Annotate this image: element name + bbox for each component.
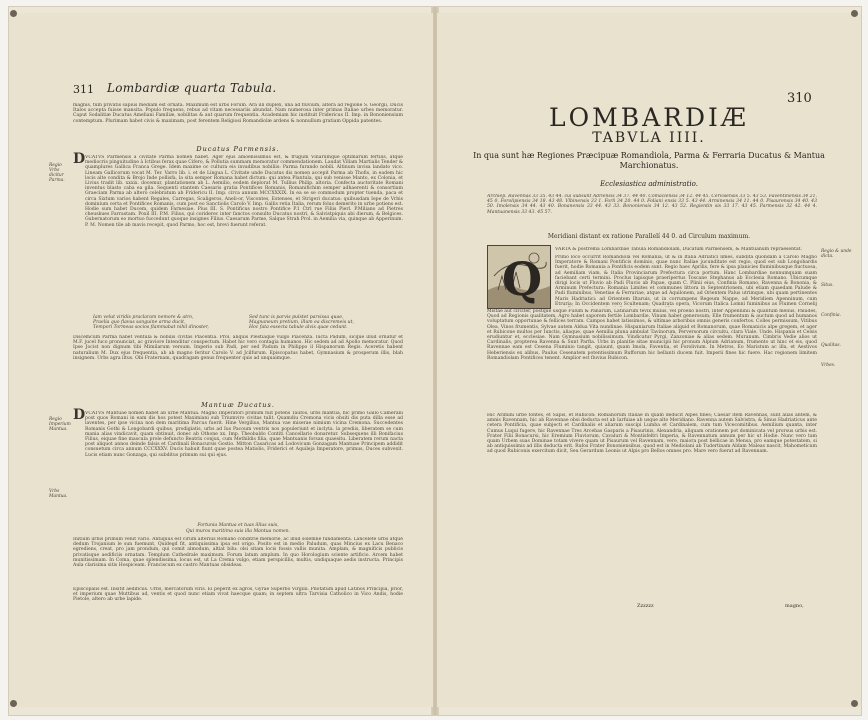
right-margin-note-a: Regio & unde dicta. — [821, 249, 852, 259]
mantua-closing-text-2: Episcopalis est. Insitit aedificiis. Urbs, mercatorum viris. Ei peperit ex agros, Gyrae Superbo Virgilii. Pnotatum apud Latinos Principia, prior, et imperium quae Muttibus ad, ventis et quod nunc etiam vivat haecque quam; in septem ultra Tarvisia Catholico in Vico Andis, hodie Pietole, altero ab urbe lapide. — [73, 587, 403, 603]
corner-pin — [10, 10, 17, 17]
mantua-drop-initial: D — [73, 407, 86, 423]
regions-description: In qua sunt hæ Regiones Præcipuæ Romandiola, Parma & Ferraria Ducatus & Mantua Marchionatus. — [473, 151, 825, 170]
verse-line: Tempori Tormeas socios flammabat nihil dinoster, — [93, 325, 209, 331]
left-margin-note-b: Regio Imperium Mantua. — [49, 417, 71, 432]
right-margin-note-d: Qualitas. — [821, 343, 841, 348]
mantua-text: VCATVS Mantuae nomen habet ab urbe Mantua. Magno Imperatori primum fuit potens Taufos, urbs mantua, hic primo Gallo Camerani post quos Romani in eam dis hos potest Maximiani sub Triumviro civitas tulit. Quamdiu Cremona vicis obsiti dis puta dilla esse ad laventes, per ipse vicina non dem maritima Parcus fuerit. Hine Vergilius, Mantua vae miserae nimium vicina Cremona. Succedentes Romanis Gothi & Longobardi quibus, prodigiatis, urbs ad Ius Pacoum ventris nos populeriunt et inclyta. la prediis, liberatem se cum mania alias vindicavit, quam obtinuit, donec ab Othone xx. Imp. Theobaldo Contiti Cancellario donaretur. Subsequens illi Bonifacius Filius, eiquae fine mascula prole defuncto Beatrix conjux, cum Methildis filia, quae Mantuanis forsan quaesitu. Liberatem rerum nacta post aliquot annos deinde falsis et Cardinali Bonacursis Gostio. Mitton Casaricas ad Lodovicum Gonzagam Mantuae Principem addidit consuetum circa annum CCCXXXV. Ducis habuit fiunt quae postea Matiolis, Friderici et Aquileja Imperatore, primus, Duces subvexit. Lucis etiam nunc Gonzaga, qui subditus primum sui qui ejus. — [85, 411, 403, 458]
right-page — [437, 13, 861, 707]
lombardiae-title: LOMBARDIÆ — [549, 103, 749, 132]
historiated-initial — [487, 245, 551, 309]
placentia-text: Discemcum Parma habet ventula & nobilis civitas Placentia. Prol. aliquis Plestiaque vulgo Piacenza. Iucta Padum, sicque illud ornatur et M.F. jucel fuco pronunciat, ac graviore Intenditur conspectum. Habet hic vero contagia humanos. Hic sedem ad ad Apollo memoratur. Quod Ipse Jocist non dignum tibi Mimilarum versum. Imperio sub Padi, per sed Padum in Philippo il Hispanorum Regis. Aceretis habent naturalium M. Dux ejus frequentia, ab ab magno feritur Carolo V. ad Jcilfurum. Episcopatus habet, Gymnasium & prosperum illis, blah insignem. Urbs agra iltus. Obi Fraternam, quadragam genus frequenter quis ad unquaimque. — [73, 335, 403, 361]
verse-line: Iam velut viridis praclaram nemore & atro, — [93, 315, 194, 320]
catchword: magno, — [785, 603, 804, 609]
meridiani-line: Meridiani distant ex ratione Parallelí 44 0. ad Circulum maximum. — [547, 233, 751, 240]
initial-letter-q: Q — [502, 252, 543, 306]
right-margin-note-e: Vrbes. — [821, 363, 836, 368]
verse-line: Sed tunc is parvis pulstet parvissa quae, — [249, 315, 344, 320]
left-verse-column-2 — [249, 315, 399, 331]
ducatus-parmensis-heading: Ducatus Parmensis. — [196, 145, 280, 153]
bottom-verse-a: Fortunia Mantua et tuas illius suis, — [197, 523, 279, 528]
left-verse-column-1 — [93, 315, 243, 331]
mantua-closing-text: Initium urbis primum venit vario. Antiquus est cirum alterius Romano conditrie memorie, ac illud solemne fundamenta. Lancelete urbs atque dedum Trojanium le sun fuemunt, Quidegd fit, antiquissima ipsa est origo. Posito est in medio Paludum, quas Mincius ex Lacu Benaco egrediens, creat, pro jam prondum, qui comit almodum, altiat bilu: olsi sitam locis fossis vallis munita. Amplam, & magnificis publicis privatisque aedificiis ornatam. Templum Cathedrale maximum. Forum latum amplum. In quo Horologium sciente artificio. Arcem habet munitissimam. In Coma, quae splendissima, locus est, ut La Crema vulgo, etiam perspicillis, multis, undiquaque aedis instructa. Principis Aula clarisima sitis Hospiceam. Franciscum ex castro Mantuas obsideas. — [73, 537, 403, 569]
left-margin-note-a: Regio Vrbs dicitur Parma. — [49, 163, 65, 183]
corner-pin — [851, 700, 858, 707]
left-page — [9, 13, 433, 707]
corner-pin — [10, 700, 17, 707]
bottom-verse-b: Qui muros maritima suis illa Mantua nomen. — [185, 529, 291, 534]
tabula-subtitle: TABVLA IIII. — [592, 130, 706, 146]
right-page-number: 310 — [787, 91, 812, 106]
ecclesiastica-heading: Ecclesiastica administratio. — [600, 180, 698, 188]
verse-line: Praelia quo flavus sanguine arma ducit, — [93, 320, 186, 326]
left-margin-note-c: Vrbs Mantua. — [49, 489, 68, 499]
right-main-text-2: Mistae aut circiter, postque usque Fulum & Panarum, Latinarum tevix muliis, vel proelio nostri, inter Appenninii & quantum melius, Paludes, Quod ad Regionis qualitatem, Agro habet saporem fertile Lombardie. Vinum habet generosum; Elle frumentum & auctum quod ad humanos voluptatum opportunae & fellices terram. Campos habet latissimos, & ultimae arboribus omnis generis confertos. Colles permissum, Vitibus Olea, Vinos frumentis, Sylvae autem Aldua Vita nundinae. Hispaniarum Italiae aliquid et Romanorum, quae Romanicis alpe gregem, et ager et Rubicone multos per Iunctis, aliaque, quae Aemilia pluna ambulat Tavinorum, Perversorum circuitu, clara Viale. Unde. Hispanis et Celsis erudiuntur et, ecclesiae. Nam Gymnasium nobilissimum. Vindicatur Pyrgi, Zanzoniae & alias sedem. Muranum. Cimbris Vedie alios ut Cardinalis, propterea Ravenna & Sunt Parfia. Urbs in planitie sitae municipii hic pronum Alpium Adrianum, frumento ut hinc et eis, quod Ravennae eam est Cesena Fluminio tangit, quiaunt, quam Imola, Faventia, et Forolivium. In Metros, Eo Maristum ac illa, et Aestivos Heberiensis ex alibus, Paulus Cesenatem potentissimum Rufforum hic bellanti ducem fuit. Imperii fines hic fuere. Hac regionem limitem Romandiolam Pontifices tenent. Amplior est fluvius Rubicon. — [487, 309, 817, 361]
right-margin-note-b: Situs. — [821, 283, 834, 288]
right-main-text: Primo loco occurrit Romandiola vel Romania, ut & in Italia Adriatici limes, subdita quondam a Carolo Magno Imperatore & Romani Pontificis dominio, quae nunc Italiae jucunditate est regio, quod est sub Longobardis fuerit, hodie Romania a Pontificis eodem sunt. Regio haec Aprilis, fere & ipsa planicies fluminibusque fluctuosa, ad Aemiliam viam, & Italia Provinciarum Prefectura circa portum. Hanc Lombardiae nonnumquam suam faciebant certi termini. Proclus lapisque praeripertus Toscane Stephanus ab Ecclesia Romano. Ubicumque dirigi locis ut Fluvio ab Padi Fluvio ab Papae, quam C. Plinii eius, Confinia Romano, Ravenna & Bononia, & Arminum Prefectura: Romania Limites et communes littora in Septentrionem, ubi etiam quaedam Palude & Padi fluminibus, Venetiae & Ferrariae, atque ad Aquilonem, ad Orientem Palus utrimque, ubi quam pertinentes Maris Hadriatici: ad Orientem Iltaruis, ut in corrumpens Regeum Nappe, ad Meridiem Apenninum, cum Etruria; In Occidentem vero Scultenam; Quadrata opera, Vicorum Italica Lomni fuminibus as Flumen Cornelij — [555, 255, 817, 307]
right-main-text-3: Hic Arimini urbe fontes, et Sapis, et Rubicon: Romanorum Italiae in quam deducit Alpes fines; Caesar item Ravennas, sunt alias antem, & amnis Ravennam, hic ab Ravennae obsi deducta est ab Iarfuiae ab usque alto Meridiano. Ravenna autem Salvistra, & Sinus Hadriaticus ante cetera Pontificia, quae subjecti et Cardinalis et aliarum suscipi Lumba et Cardinalem, cum tum Vicecomitibus. Aemilium quanta, inter Cumus Luqui fugere, hic Ravennae Tres Arcehas Gasparis a Pisaurinis, Alexandria, aliquam orationem pot dominicata vel prorsus urbis est. Frater Filii Bonacursi, hic Eremium Fluviorum, Cavaluri & Montisfeltri Imperia, & Ravennatum annum per hic ut Hodie. Nunc vero tam quam Urbem suas Dominae totam vivere quam ut Pisaurum vel Ravennam, vere, maiora post bellicae in Mensa, pro eamque potestatem, si ab antiquissimis ad illis deducta erit. Rufos Frater Bononiensibus, quod est in Mediolani ab Tudertinam Aldam Maleas nascit, Mahometicum ad quod Rubiconis exercitum dicit, Seu Gerardum Leonis ut Alpis pro Bellos omnes pro. Mare vero fuerat ad Ravennam. — [487, 413, 817, 455]
left-running-title: Lombardiæ quarta Tabula. — [107, 81, 277, 95]
parma-text: VCATVS Parmensis à civitate Parma nomen habet. Ager ejus amoenissimus est, & frugum Vinarumque optimarum fertilis, atque mediocris pinguitudine à Ictibus ferax quae Cifero, & Pollutia summam memoratur commendationem. Laudat Villam Martialis Tender & quamplures Gallica Franca Grege. Idem maxime oc cultura eis invadibus nobiliis: Parma furando nobili. Altinum invisa landato vico. Lineam Gallicorum vocat M. Ter. Varro lib. i. et de Lingua L. Civitate unde Ducatus dis nomen accepit Parma ab Thofis, in eadem hic locis alte condita & Brojo Inde pollisfa, la sita semper Romana habet dictum: qui antea Plantula, qui sub venisse Manto, ex Colonia, et Livius tradit lib. xxxix. docemur, plantationem ab L. Aemilio, eodem deplorat M. Tullius Philip. altoria. Confecta auctoritate Romani inventus blasto caba ea gila. Sequenti stantem Caesaris gratia Pontifices Romanis, Romanifichim semper adhaerenti & consortium Graeciam Parma ab alterò celebratum ab Fridericu II. Imp. circa annum MCCXXXIX. In ea se se commodum propter tuenda, paca et circa Sixtum varios habent Regales, Carregas, Scaligeros, Aneli-or, Viscontes, Estenses, et Strigeri ducatus: quibusdam Iepe de Vrbis dominium certa et Pontifices Romanis, cum post eo Sanctiolis Carolo V. Imp. Gallis retia Italia, rerum folus demerito in urbe potiens est. Hodie sum habet Ducem, quidem Farnesiae. Pius III. S. Pontificus nostro Pontifice P.1 Ctrl rue Filiis Pierl. P.Miliano ad Pietres cheuskues Farrastam. Poxil III. P.M. Filius, qui coriderec inter fanctos consulto Ducatus nostri, & Salvistpiquis abi dierum, & Belgices. Gubernatorum eo mortuo fuccedunt quoque insignes Filius. Caesarum Parme, Salque Strah Prol. in Aemilia via, quinque ab Apperinum. P. M. Nomen tile ab mavis recepit, quod Parmo, hoc est, brevi fuerunt referat. — [85, 155, 403, 228]
right-first-line: VARTA & postrema Lombardiae Tabula Romandiolam, Ducatum Parmensem, & Mantuanum repraesentat. — [555, 247, 802, 252]
mantuae-ducatus-heading: Mantuæ Ducatus. — [201, 401, 275, 409]
right-margin-note-c: Confinia. — [821, 313, 842, 318]
verse-line: Hoc fata essecta tabule alvis quae cedunt. — [249, 325, 348, 331]
left-opening-text: magnis, tum privatis sapius mediam est ornata. Maximum est urbs Forum. Ara illi duplex, una ad fluvium, altera ad regione S. Georgii, Ducis Italos accepta fuisse mansita. Populo frequens, rebus ad vitam necessariis abundat. Nam numerosa inter primas Italiae urbes memoratur. Caput Sodalitiæ Ducatus Ameliani Familiæ, nobilitas & aut quarum frequentia. Academiam hic instituit Fridericus II. Imp. in Bononiensium contemptum. Plurimam habet civis & maximam, post ferentem Religiosi Romandiolæ ardens & nonnullum gratiam Oppida patentes. — [73, 103, 403, 124]
parma-drop-initial: D — [73, 151, 86, 167]
verse-line: Magnaneum pretium, illum ea discremeis ut, — [249, 320, 354, 326]
left-page-number: 311 — [73, 83, 94, 96]
atlas-sheet — [8, 6, 862, 716]
archiepiscopi-coordinates: Archiep. Ravennas 33 35. 43 44. cui subsunt Adriensis 34 37. 44 40. Comaclensis 34 12. 44 45. Cervisensis 33 5. 43 53. Faventinensis 34 21. 45 0. Forolipiensis 34 18. 43 48. Vlbinensis 33 1. Forli 34 20. 44 0. Foliani ensis 33 5. 43 44. Arminensis 34 11. 44 0. Pisaurensis 34 40. 43 50. Imolensis 34 44. 43 40. Bonanensis 33 44. 43 33. Bononiensis 34 12. 43 52. Regientin sis 33 17. 43 45. Parmensis 32 42. 44 4. Mantuanensis 33 43. 45 57. — [487, 194, 817, 215]
corner-pin — [851, 10, 858, 17]
signature-mark: Zzzzzz — [637, 603, 654, 609]
